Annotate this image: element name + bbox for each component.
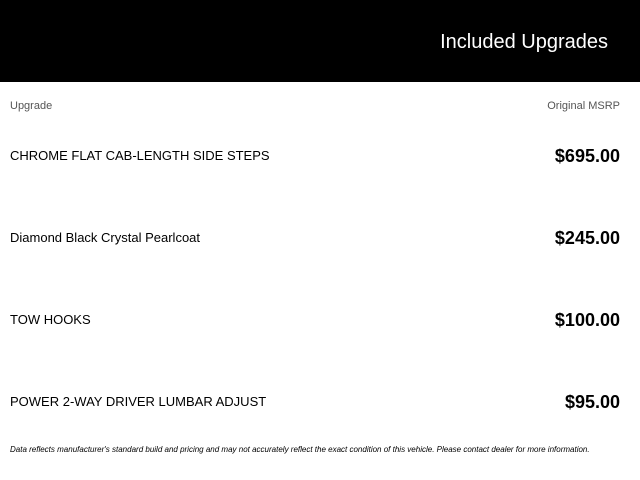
upgrade-price: $695.00 (554, 146, 620, 166)
disclaimer-text: Data reflects manufacturer's standard build and pricing and may not accurately reflect the exact condition of this vehicle. Please contact dealer for more information. (10, 445, 590, 454)
upgrade-price: $100.00 (554, 310, 620, 330)
upgrade-row (10, 305, 620, 335)
upgrade-name: CHROME FLAT CAB-LENGTH SIDE STEPS (10, 148, 270, 163)
page-title: Included Upgrades (440, 31, 608, 53)
upgrade-price: $245.00 (554, 228, 620, 248)
upgrade-price: $95.00 (564, 392, 620, 412)
upgrades-header (0, 0, 640, 82)
upgrade-row (10, 387, 620, 417)
column-header-upgrade: Upgrade (10, 100, 53, 112)
upgrade-name: TOW HOOKS (10, 312, 91, 327)
upgrade-row (10, 223, 620, 253)
upgrade-row (10, 141, 620, 171)
upgrade-name: POWER 2-WAY DRIVER LUMBAR ADJUST (10, 394, 267, 409)
column-header-msrp: Original MSRP (547, 100, 620, 112)
upgrade-name: Diamond Black Crystal Pearlcoat (10, 230, 201, 245)
